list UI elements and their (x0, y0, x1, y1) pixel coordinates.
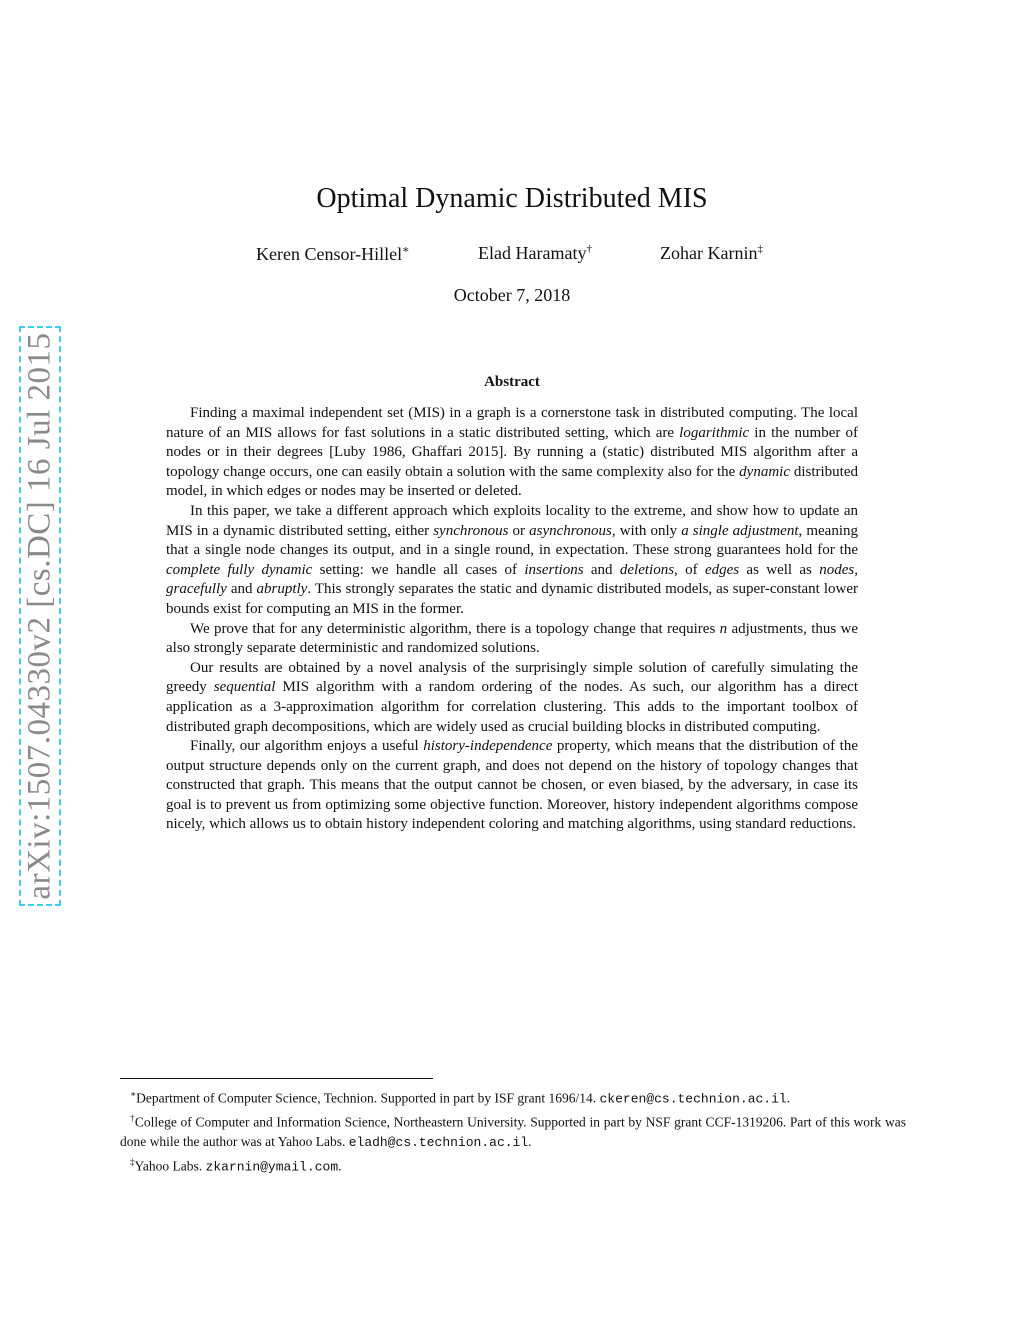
abstract-body (166, 404, 858, 835)
abstract-paragraph-4: Our results are obtained by a novel analysis of the surprisingly simple solution of carefully simulating the greedy sequential MIS algorithm with a random ordering of the nodes. As such, our algorithm has a direct application as a 3-approximation algorithm for correlation clustering. This adds to the important toolbox of distributed graph decompositions, which are widely used as crucial building blocks in distributed computing. (166, 659, 859, 735)
footnote-1: ∗Department of Computer Science, Technion. Supported in part by ISF grant 1696/14. ckeren@cs.technion.ac.il. (130, 1089, 791, 1107)
footnote-mark: ‡ (757, 243, 763, 255)
arxiv-stamp (19, 326, 61, 906)
footnote-mark: ∗ (402, 244, 410, 256)
paper-title: Optimal Dynamic Distributed MIS (316, 183, 708, 214)
author-name: Zohar Karnin (660, 243, 758, 263)
abstract-paragraph-3: We prove that for any deterministic algorithm, there is a topology change that requires n adjustments, thus we also strongly separate deterministic and randomized solutions. (166, 620, 859, 657)
author-name: Elad Haramaty (478, 243, 587, 263)
author-3 (660, 243, 763, 264)
author-name: Keren Censor-Hillel (256, 244, 403, 264)
abstract-paragraph-2: In this paper, we take a different approach which exploits locality to the extreme, and show how to update an MIS in a dynamic distributed setting, either synchronous or asynchronous, with only a single adjustment, meaning that a single node changes its output, and in a single round, in expectation. These strong guarantees hold for the complete fully dynamic setting: we handle all cases of insertions and deletions, of edges as well as nodes, gracefully and abruptly. This strongly separates the static and dynamic distributed models, as super-constant lower bounds exist for computing an MIS in the former. (166, 502, 858, 617)
author-2 (478, 243, 592, 264)
footnote-mark: † (586, 243, 592, 255)
abstract-paragraph-5: Finally, our algorithm enjoys a useful history-independence property, which means that the distribution of the output structure depends only on the current graph, and does not depend on the history of topology changes that constructed that graph. This means that the output cannot be chosen, or even biased, by the adversary, in case its goal is to prevent us from optimizing some objective function. Moreover, history independent algorithms compose nicely, which allows us to obtain history independent coloring and matching algorithms, using standard reductions. (166, 738, 858, 833)
email-link[interactable]: eladh@cs.technion.ac.il (348, 1135, 529, 1150)
abstract-heading: Abstract (484, 374, 540, 390)
author-1 (256, 243, 410, 265)
email-link[interactable]: zkarnin@ymail.com (205, 1159, 339, 1174)
footnote-2: †College of Computer and Information Science, Northeastern University. Supported in part by NSF grant CCF-1319206. Part of this work was done while the author was at Yahoo Labs. eladh@cs.technion.ac.il. (120, 1113, 906, 1150)
arxiv-identifier: arXiv:1507.04330v2 [cs.DC] 16 Jul 2015 (21, 332, 58, 900)
abstract-paragraph-1: Finding a maximal independent set (MIS) in a graph is a cornerstone task in distributed computing. The local nature of an MIS allows for fast solutions in a static distributed setting, which are logarithmic in the number of nodes or in their degrees [Luby 1986, Ghaffari 2015]. By running a (static) distributed MIS algorithm after a topology change occurs, one can easily obtain a solution with the same complexity also for the dynamic distributed model, in which edges or nodes may be inserted or deleted. (166, 405, 858, 500)
email-link[interactable]: ckeren@cs.technion.ac.il (599, 1091, 787, 1107)
footnote-3: ‡Yahoo Labs. zkarnin@ymail.com. (130, 1156, 342, 1174)
footnotes (120, 1085, 906, 1177)
footnote-divider (120, 1078, 433, 1079)
paper-date: October 7, 2018 (453, 285, 571, 305)
